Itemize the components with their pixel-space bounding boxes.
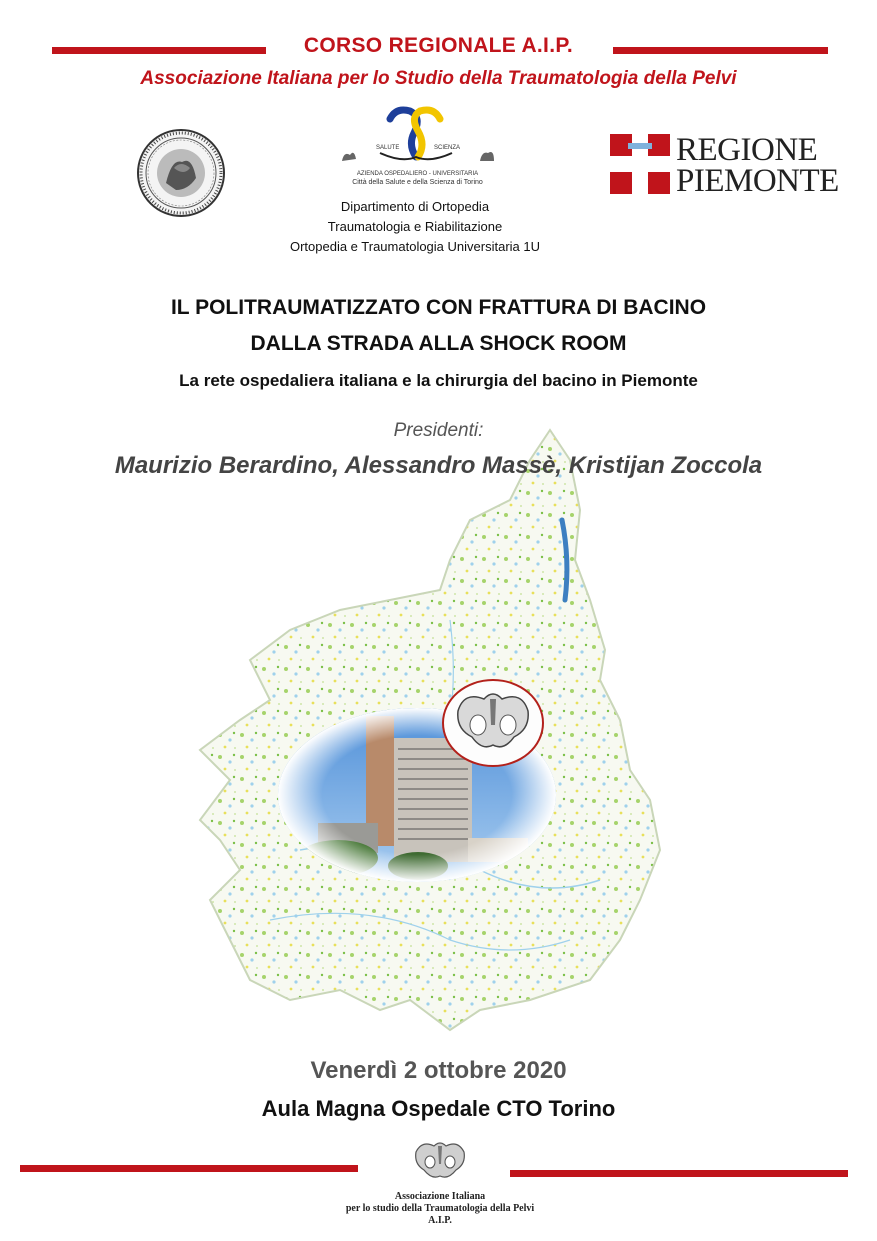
- footer-line1: Associazione Italiana: [394, 1191, 486, 1202]
- hospital-ribbon-right: SCIENZA: [434, 145, 461, 151]
- hospital-logo-icon: [330, 105, 505, 195]
- university-seal-icon: [136, 128, 226, 218]
- footer-line3: A.I.P.: [428, 1215, 452, 1226]
- event-venue: Aula Magna Ospedale CTO Torino: [261, 1096, 616, 1121]
- footer-bar-left: [20, 1165, 358, 1172]
- presidents-names: Maurizio Berardino, Alessandro Massè, Kristijan Zoccola: [114, 452, 763, 479]
- department-line3: Ortopedia e Traumatologia Universitaria 1U: [289, 239, 540, 254]
- event-title-line1: IL POLITRAUMATIZZATO CON FRATTURA DI BACINO: [170, 296, 707, 319]
- pelvis-logo-icon: [410, 1138, 470, 1186]
- department-line1: Dipartimento di Ortopedia: [340, 199, 490, 214]
- regione-cross-icon: [610, 134, 670, 194]
- hospital-ribbon-left: SALUTE: [376, 145, 400, 151]
- event-subtitle: La rete ospedaliera italiana e la chirurgia del bacino in Piemonte: [179, 371, 698, 390]
- regione-line2: PIEMONTE: [676, 163, 839, 199]
- hospital-logo-line1: AZIENDA OSPEDALIERO - UNIVERSITARIA: [356, 171, 479, 177]
- course-title: CORSO REGIONALE A.I.P.: [303, 34, 574, 57]
- footer-bar-right: [510, 1170, 848, 1177]
- pelvis-xray-icon: [442, 679, 544, 767]
- event-date: Venerdì 2 ottobre 2020: [310, 1057, 567, 1084]
- event-title-line2: DALLA STRADA ALLA SHOCK ROOM: [250, 332, 627, 355]
- regione-line1: REGIONE: [676, 132, 818, 168]
- footer-line2: per lo studio della Traumatologia della Pelvi: [345, 1203, 535, 1214]
- association-title: Associazione Italiana per lo Studio della Traumatologia della Pelvi: [140, 68, 737, 89]
- regione-piemonte-logo: [610, 132, 839, 199]
- presidents-label: Presidenti:: [393, 420, 484, 441]
- hospital-logo-line2: Città della Salute e della Scienza di Torino: [352, 179, 483, 186]
- department-line2: Traumatologia e Riabilitazione: [327, 219, 503, 234]
